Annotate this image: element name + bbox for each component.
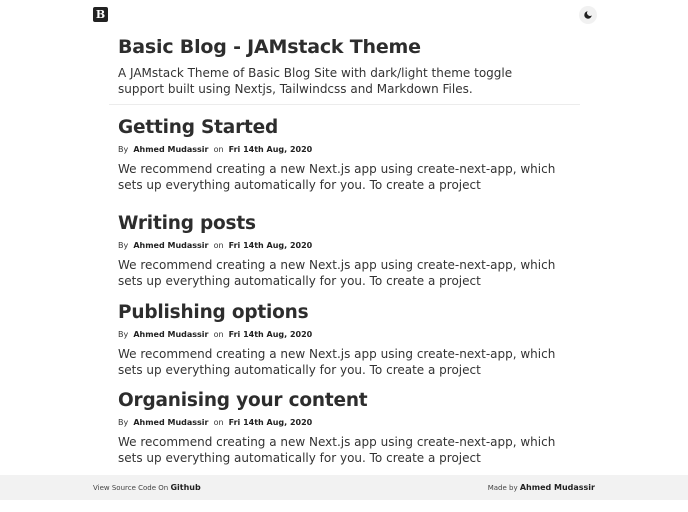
github-link[interactable]: Github [170,483,201,492]
post-meta [118,241,568,251]
site-title: Basic Blog - JAMstack Theme [118,36,421,58]
post-excerpt: We recommend creating a new Next.js app using create-next-app, which sets up everything automatically for you. To create a project [118,258,556,288]
moon-icon [583,10,593,20]
post-author: Ahmed Mudassir [133,241,209,250]
post-title-link[interactable]: Publishing options [118,302,309,323]
post-card [118,213,568,289]
post-card [118,302,568,378]
post-title-link[interactable]: Organising your content [118,390,368,411]
post-card [118,390,568,466]
post-date: Fri 14th Aug, 2020 [228,418,313,427]
footer-author-link[interactable]: Ahmed Mudassir [519,483,595,492]
divider [109,104,580,105]
post-author: Ahmed Mudassir [133,330,209,339]
footer-source-prefix: View Source Code On [93,484,169,492]
post-meta [118,330,568,340]
footer [0,475,688,500]
footer-source [93,483,201,492]
on-label: on [213,330,224,339]
post-card [118,117,568,193]
post-excerpt: We recommend creating a new Next.js app using create-next-app, which sets up everything automatically for you. To create a project [118,347,556,377]
by-label: By [118,241,129,250]
by-label: By [118,330,129,339]
on-label: on [213,145,224,154]
post-meta [118,145,568,155]
on-label: on [213,418,224,427]
site-description: A JAMstack Theme of Basic Blog Site with dark/light theme toggle support built using Nextjs, Tailwindcss and Markdown Files. [118,66,513,96]
post-date: Fri 14th Aug, 2020 [228,330,313,339]
footer-made-prefix: Made by [487,484,518,492]
on-label: on [213,241,224,250]
theme-toggle-button[interactable] [579,6,597,24]
post-title-link[interactable]: Writing posts [118,213,256,234]
post-meta [118,418,568,428]
post-date: Fri 14th Aug, 2020 [228,241,313,250]
by-label: By [118,418,129,427]
by-label: By [118,145,129,154]
post-excerpt: We recommend creating a new Next.js app using create-next-app, which sets up everything automatically for you. To create a project [118,435,556,465]
site-logo[interactable] [93,7,108,22]
footer-credit [488,483,595,492]
logo-letter: B [95,8,106,21]
post-date: Fri 14th Aug, 2020 [228,145,313,154]
post-title-link[interactable]: Getting Started [118,117,279,138]
post-excerpt: We recommend creating a new Next.js app using create-next-app, which sets up everything automatically for you. To create a project [118,162,556,192]
post-author: Ahmed Mudassir [133,145,209,154]
post-author: Ahmed Mudassir [133,418,209,427]
